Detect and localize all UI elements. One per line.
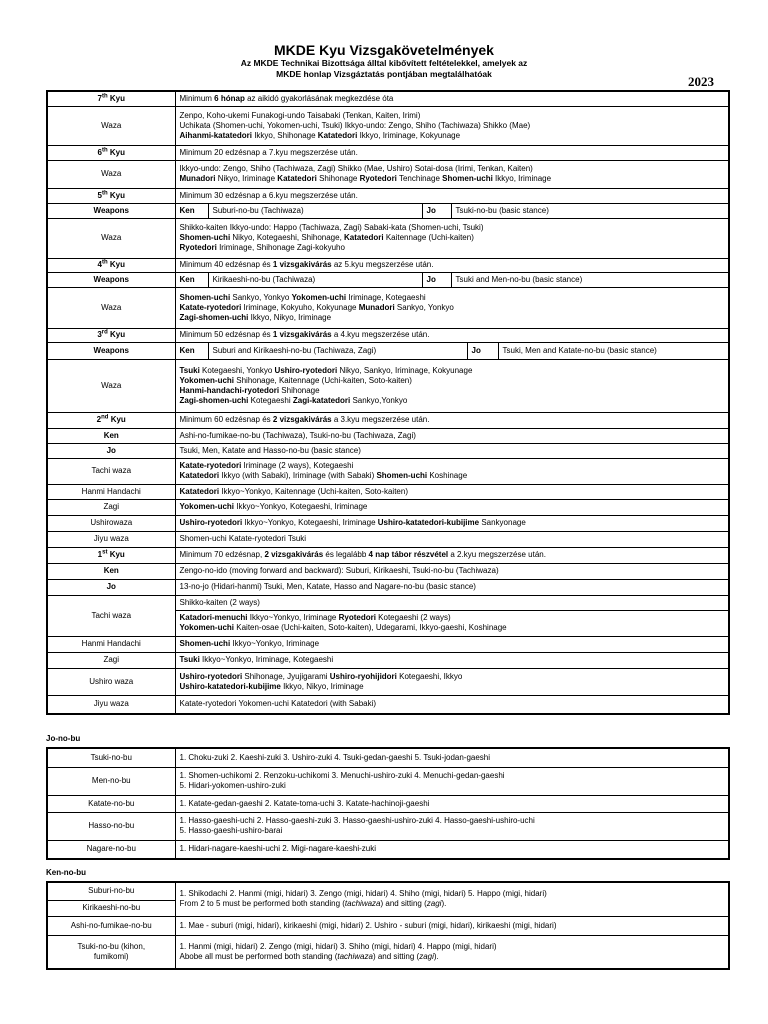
row-label: Weapons <box>47 342 175 359</box>
table-row <box>47 428 729 443</box>
ken-cell: Ashi-no-fumikae-no-bu (Tachiwaza), Tsuki-no-bu (Tachiwaza, Zagi) <box>175 428 729 443</box>
technique-cell: 1. Shikodachi 2. Hanmi (migi, hidari) 3. Zengo (migi, hidari) 4. Shiho (migi, hidari) 5. Happo (migi, hidari) From 2 to 5 must be performed both standing (tachiwaza) and sitting (zagi). <box>175 882 729 916</box>
table-row <box>47 563 729 579</box>
row-label: Hanmi Handachi <box>47 484 175 499</box>
row-label: Katate-no-bu <box>47 795 175 812</box>
table-row <box>47 840 729 859</box>
row-label: Waza <box>47 218 175 258</box>
ken-text: Suburi and Kirikaeshi-no-bu (Tachiwaza, Zagi) <box>208 343 467 359</box>
kyu-3-requirement: Minimum 50 edzésnap és 1 vizsgakivárás a 4.kyu megszerzése után. <box>175 328 729 342</box>
ushiro-waza-cell: Ushiro-ryotedori Shihonage, Jyujigarami Ushiro-ryohijidori Kotegaeshi, Ikkyo Ushiro-katatedori-kubijime Ikkyo, Nikyo, Iriminage <box>175 668 729 695</box>
row-label: Jiyu waza <box>47 531 175 547</box>
table-row <box>47 579 729 595</box>
row-label: Tachi waza <box>47 458 175 484</box>
technique-cell: 1. Mae - suburi (migi, hidari), kirikaeshi (migi, hidari) 2. Ushiro - suburi (migi, hidari), kirikaeshi (migi, hidari) <box>175 916 729 935</box>
jo-cell: Tsuki, Men, Katate and Hasso-no-bu (basic stance) <box>175 443 729 458</box>
kyu-6-label: 6th Kyu <box>47 145 175 160</box>
table-row <box>47 795 729 812</box>
ken-no-bu-heading: Ken-no-bu <box>46 868 86 877</box>
weapons-cell <box>175 342 729 359</box>
kyu-4-label: 4th Kyu <box>47 258 175 272</box>
ken-no-bu-table <box>46 881 730 970</box>
waza-cell: Shomen-uchi Sankyo, Yonkyo Yokomen-uchi Iriminage, Kotegaeshi Katate-ryotedori Iriminage, Kokyuho, Kokyunage Munadori Sankyo, Yonkyo Zagi-shomen-uchi Ikkyo, Nikyo, Iriminage <box>175 287 729 328</box>
subtitle-line-2: MKDE honlap Vizsgáztatás pontjában megtalálhatóak <box>276 69 492 79</box>
kyu-5-label: 5th Kyu <box>47 188 175 203</box>
hanmi-handachi-cell: Shomen-uchi Ikkyo~Yonkyo, Iriminage <box>175 636 729 652</box>
jo-text: Tsuki, Men and Katate-no-bu (basic stance) <box>502 345 657 355</box>
waza-cell: Ikkyo-undo: Zengo, Shiho (Tachiwaza, Zagi) Shikko (Mae, Ushiro) Sotai-dosa (Irimi, Tenkan, Kaiten) Munadori Nikyo, Iriminage Katatedori Shihonage Ryotedori Tenchinage Shomen-uchi Ikkyo, Iriminage <box>175 160 729 188</box>
table-row <box>47 767 729 795</box>
table-row <box>47 515 729 531</box>
table-row <box>47 342 729 359</box>
row-label: Ken <box>47 428 175 443</box>
jo-no-bu-heading: Jo-no-bu <box>46 734 81 743</box>
weapons-cell <box>175 272 729 287</box>
table-row <box>47 595 729 610</box>
waza-cell: Shikko-kaiten Ikkyo-undo: Happo (Tachiwaza, Zagi) Sabaki-kata (Shomen-uchi, Tsuki) Shomen-uchi Nikyo, Kotegaeshi, Shihonage, Katatedori Kaitennage (Uchi-kaiten) Ryotedori Iriminage, Shihonage Zagi-kokyuho <box>175 218 729 258</box>
row-label: Men-no-bu <box>47 767 175 795</box>
row-label: Jiyu waza <box>47 695 175 714</box>
jo-no-bu-table <box>46 747 730 860</box>
row-label: Zagi <box>47 652 175 668</box>
table-row <box>47 328 729 342</box>
row-label: Tsuki-no-bu (kihon, fumikomi) <box>47 935 175 969</box>
row-label: Weapons <box>47 272 175 287</box>
row-label: Suburi-no-bu <box>47 882 175 900</box>
row-label: Waza <box>47 287 175 328</box>
tachi-waza-cell: Katadori-menuchi Ikkyo~Yonkyo, Iriminage Ryotedori Kotegaeshi (2 ways) Yokomen-uchi Kaiten-osae (Uchi-kaiten, Soto-kaiten), Udegarami, Ikkyo-gaeshi, Koshinage <box>175 610 729 636</box>
table-row <box>47 668 729 695</box>
table-row <box>47 484 729 499</box>
waza-cell: Tsuki Kotegaeshi, Yonkyo Ushiro-ryotedori Nikyo, Sankyo, Iriminage, Kokyunage Yokomen-uchi Shihonage, Kaitennage (Uchi-kaiten, Soto-kaiten) Hanmi-handachi-ryotedori Shihonage Zagi-shomen-uchi Kotegaeshi Zagi-katatedori Sankyo,Yonkyo <box>175 359 729 412</box>
row-label: Jo <box>47 579 175 595</box>
technique-cell: 1. Shomen-uchikomi 2. Renzoku-uchikomi 3. Menuchi-ushiro-zuki 4. Menuchi-gedan-gaeshi 5. Hidari-yokomen-ushiro-zuki <box>175 767 729 795</box>
kyu-1-requirement: Minimum 70 edzésnap, 2 vizsgakivárás és legalább 4 nap tábor részvétel a 2.kyu megszerzése után. <box>175 547 729 563</box>
table-row <box>47 287 729 328</box>
jo-text: Tsuki-no-bu (basic stance) <box>455 205 549 215</box>
kyu-5-requirement: Minimum 30 edzésnap a 6.kyu megszerzése után. <box>175 188 729 203</box>
row-label: Hanmi Handachi <box>47 636 175 652</box>
table-row <box>47 359 729 412</box>
table-row <box>47 882 729 900</box>
row-label: Zagi <box>47 499 175 515</box>
technique-cell: 1. Hasso-gaeshi-uchi 2. Hasso-gaeshi-zuki 3. Hasso-gaeshi-ushiro-zuki 4. Hasso-gaeshi-ushiro-uchi 5. Hasso-gaeshi-ushiro-barai <box>175 812 729 840</box>
table-row <box>47 935 729 969</box>
row-label: Ashi-no-fumikae-no-bu <box>47 916 175 935</box>
technique-cell: 1. Choku-zuki 2. Kaeshi-zuki 3. Ushiro-zuki 4. Tsuki-gedan-gaeshi 5. Tsuki-jodan-gaeshi <box>175 748 729 767</box>
table-row <box>47 106 729 145</box>
table-row <box>47 636 729 652</box>
technique-cell: 1. Hanmi (migi, hidari) 2. Zengo (migi, hidari) 3. Shiho (migi, hidari) 4. Happo (migi, hidari) Abobe all must be performed both standing (tachiwaza) and sitting (zagi). <box>175 935 729 969</box>
table-row <box>47 412 729 428</box>
table-row <box>47 258 729 272</box>
row-label: Hasso-no-bu <box>47 812 175 840</box>
table-row <box>47 145 729 160</box>
row-label: Nagare-no-bu <box>47 840 175 859</box>
jiyu-waza-cell: Katate-ryotedori Yokomen-uchi Katatedori (with Sabaki) <box>175 695 729 714</box>
kyu-requirements-table <box>46 90 730 715</box>
technique-cell: 1. Katate-gedan-gaeshi 2. Katate-toma-uchi 3. Katate-hachinoji-gaeshi <box>175 795 729 812</box>
jo-text: Tsuki and Men-no-bu (basic stance) <box>455 274 583 284</box>
table-row <box>47 203 729 218</box>
row-label: Waza <box>47 106 175 145</box>
ken-label: Ken <box>176 204 209 218</box>
weapons-cell <box>175 203 729 218</box>
table-row <box>47 91 729 106</box>
table-row <box>47 499 729 515</box>
kyu-2-requirement: Minimum 60 edzésnap és 2 vizsgakivárás a 3.kyu megszerzése után. <box>175 412 729 428</box>
row-label: Waza <box>47 160 175 188</box>
hanmi-handachi-cell: Katatedori Ikkyo~Yonkyo, Kaitennage (Uchi-kaiten, Soto-kaiten) <box>175 484 729 499</box>
waza-cell: Zenpo, Koho-ukemi Funakogi-undo Taisabaki (Tenkan, Kaiten, Irimi) Uchikata (Shomen-uchi, Yokomen-uchi, Tsuki) Ikkyo-undo: Zengo, Shiho (Tachiwaza) Shikko (Mae) Aihanmi-katatedori Ikkyo, Shihonage Katatedori Ikkyo, Iriminage, Kokyunage <box>175 106 729 145</box>
table-row <box>47 812 729 840</box>
kyu-4-requirement: Minimum 40 edzésnap és 1 vizsgakivárás az 5.kyu megszerzése után. <box>175 258 729 272</box>
table-row <box>47 272 729 287</box>
ken-label: Ken <box>176 273 209 287</box>
table-row <box>47 916 729 935</box>
table-row <box>47 188 729 203</box>
kyu-1-label: 1st Kyu <box>47 547 175 563</box>
ken-text: Kirikaeshi-no-bu (Tachiwaza) <box>208 273 422 287</box>
ushiro-waza-cell: Ushiro-ryotedori Ikkyo~Yonkyo, Kotegaeshi, Iriminage Ushiro-katatedori-kubijime Sankyonage <box>175 515 729 531</box>
document-header <box>0 42 768 80</box>
zagi-cell: Yokomen-uchi Ikkyo~Yonkyo, Kotegaeshi, Iriminage <box>175 499 729 515</box>
page-title: MKDE Kyu Vizsgakövetelmények <box>274 42 494 58</box>
row-label: Jo <box>47 443 175 458</box>
table-row <box>47 160 729 188</box>
table-row <box>47 531 729 547</box>
row-label: Kirikaeshi-no-bu <box>47 900 175 916</box>
table-row <box>47 695 729 714</box>
row-label: Ushiro waza <box>47 668 175 695</box>
year-label: 2023 <box>688 74 714 89</box>
ken-cell: Zengo-no-ido (moving forward and backward): Suburi, Kirikaeshi, Tsuki-no-bu (Tachiwaza) <box>175 563 729 579</box>
ken-label: Ken <box>176 343 209 359</box>
zagi-cell: Tsuki Ikkyo~Yonkyo, Iriminage, Kotegaeshi <box>175 652 729 668</box>
tachi-waza-cell: Katate-ryotedori Iriminage (2 ways), Kotegaeshi Katatedori Ikkyo (with Sabaki), Iriminage (with Sabaki) Shomen-uchi Koshinage <box>175 458 729 484</box>
jo-label: Jo <box>467 343 498 359</box>
subtitle-line-1: Az MKDE Technikai Bizottsága álltal kibővített feltételekkel, amelyek az <box>240 58 528 68</box>
ken-text: Suburi-no-bu (Tachiwaza) <box>208 204 422 218</box>
kyu-7-requirement: Minimum 6 hónap az aikidó gyakorlásának megkezdése óta <box>175 91 729 106</box>
row-label: Tachi waza <box>47 595 175 636</box>
table-row <box>47 547 729 563</box>
shikko-kaiten-cell: Shikko-kaiten (2 ways) <box>175 595 729 610</box>
jiyu-waza-cell: Shomen-uchi Katate-ryotedori Tsuki <box>175 531 729 547</box>
table-row <box>47 652 729 668</box>
kyu-6-requirement: Minimum 20 edzésnap a 7.kyu megszerzése után. <box>175 145 729 160</box>
table-row <box>47 218 729 258</box>
technique-cell: 1. Hidari-nagare-kaeshi-uchi 2. Migi-nagare-kaeshi-zuki <box>175 840 729 859</box>
table-row <box>47 458 729 484</box>
jo-cell: 13-no-jo (Hidari-hanmi) Tsuki, Men, Katate, Hasso and Nagare-no-bu (basic stance) <box>175 579 729 595</box>
row-label: Waza <box>47 359 175 412</box>
jo-label: Jo <box>422 204 451 218</box>
row-label: Ken <box>47 563 175 579</box>
row-label: Ushirowaza <box>47 515 175 531</box>
kyu-2-label: 2nd Kyu <box>47 412 175 428</box>
row-label: Weapons <box>47 203 175 218</box>
kyu-7-label: 7th Kyu <box>47 91 175 106</box>
table-row <box>47 443 729 458</box>
table-row <box>47 748 729 767</box>
jo-label: Jo <box>422 273 451 287</box>
kyu-3-label: 3rd Kyu <box>47 328 175 342</box>
row-label: Tsuki-no-bu <box>47 748 175 767</box>
